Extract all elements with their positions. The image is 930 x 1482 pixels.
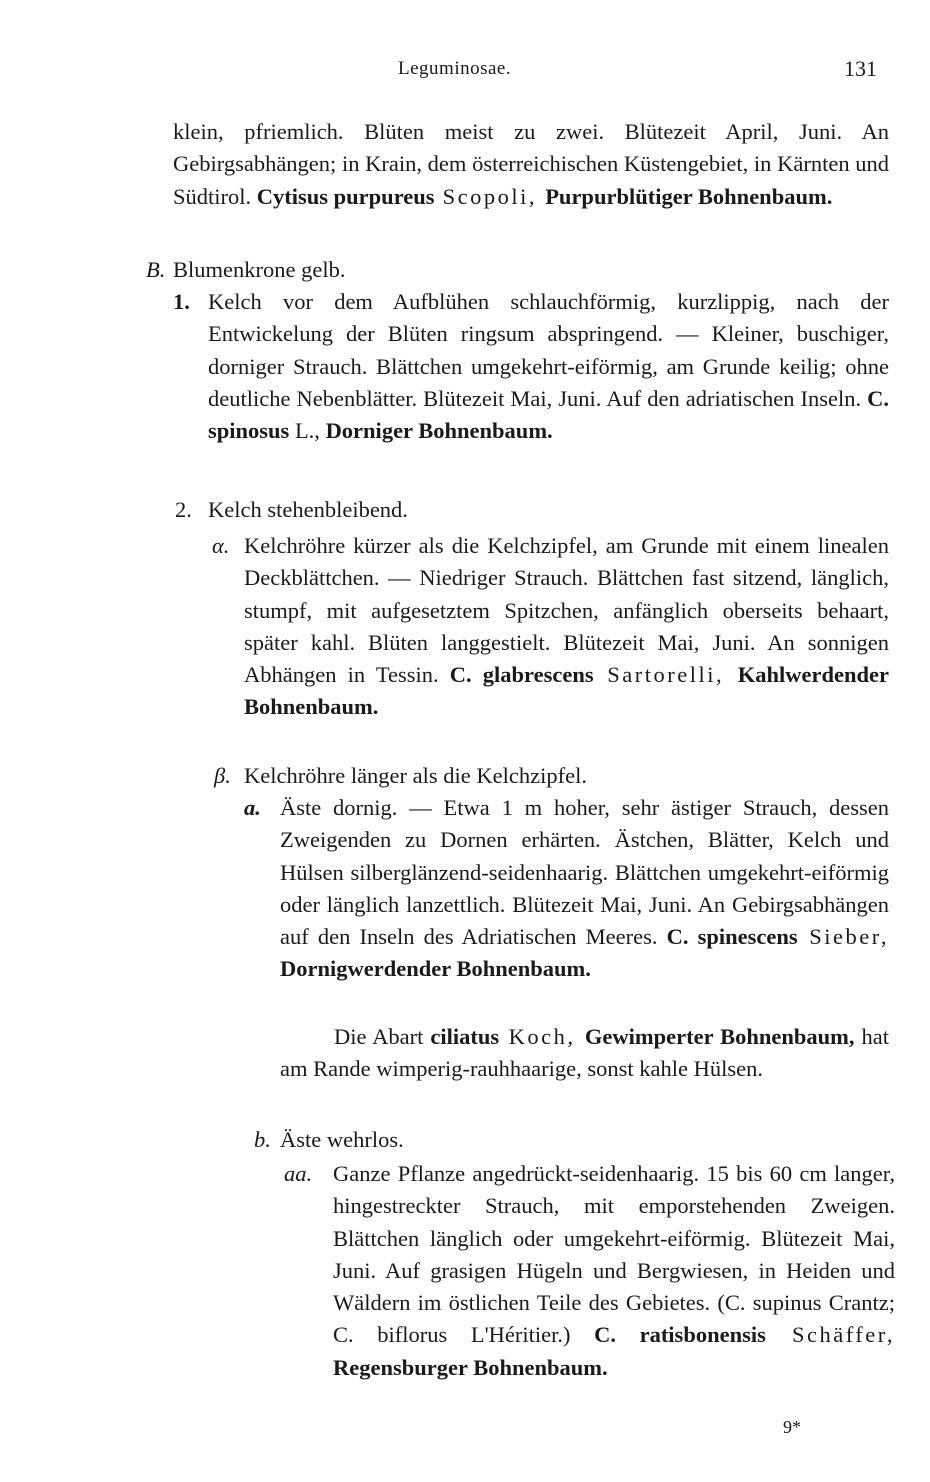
key-entry-b: Äste wehrlos. xyxy=(280,1127,404,1152)
key-marker: b. xyxy=(254,1127,271,1152)
key-entry-alpha: Kelchröhre kürzer als die Kelchzipfel, am Grunde mit einem linealen Deckblättchen. — Niedriger Strauch. Blättchen fast sitzend, länglich, stumpf, mit aufgesetztem Spitzchen, anfänglich oberseits behaart, später kahl. Blüten langgestielt. Blütezeit Mai, Juni. An sonnigen Abhängen in Tessin. C. glabrescens Sartorelli, Kahlwerdender Bohnenbaum. xyxy=(244,533,889,720)
key-marker: α. xyxy=(212,533,230,558)
key-marker: β. xyxy=(214,763,231,788)
signature-mark: 9* xyxy=(783,1417,801,1437)
common-name: Gewimperter Bohnenbaum, xyxy=(584,1024,855,1049)
species-name: C. spinosus xyxy=(208,385,889,444)
running-title: Leguminosae. xyxy=(398,58,512,79)
species-author: L., xyxy=(289,418,326,444)
variety-author: Koch, xyxy=(499,1024,585,1049)
common-name: Dorniger Bohnenbaum. xyxy=(325,418,553,444)
key-entry-B: Blumenkrone gelb. xyxy=(173,257,346,282)
species-author: Sieber, xyxy=(797,924,889,950)
common-name: Kahlwerdender Bohnenbaum. xyxy=(244,662,889,720)
variety-paragraph: Die Abart ciliatus Koch, Gewimperter Bohnenbaum, hat am Rande wimperig-rauhhaarige, sonst kahle Hülsen. xyxy=(280,1024,889,1082)
species-name: C. glabrescens xyxy=(449,662,594,688)
species-name: C. spinescens xyxy=(666,924,798,950)
key-marker: aa. xyxy=(284,1161,313,1186)
key-entry-1: Kelch vor dem Aufblühen schlauchförmig, kurzlippig, nach der Entwickelung der Blüten ringsum abspringend. — Kleiner, buschiger, dorniger Strauch. Blättchen umgekehrt-eiförmig, am Grunde keilig; ohne deutliche Nebenblätter. Blütezeit Mai, Juni. Auf den adriatischen Inseln. C. spinosus L., Dorniger Bohnenbaum. xyxy=(208,289,889,444)
key-entry-2: Kelch stehenbleibend. xyxy=(208,497,408,522)
species-author: Schäffer, xyxy=(765,1322,895,1348)
key-marker: a. xyxy=(244,795,261,820)
key-entry-beta: Kelchröhre länger als die Kelchzipfel. xyxy=(244,763,587,788)
common-name: Purpurblütiger Bohnenbaum. xyxy=(545,183,833,209)
key-entry-aa: Ganze Pflanze angedrückt-seidenhaarig. 15 bis 60 cm langer, hingestreckter Strauch, mit emporstehenden Zweigen. Blättchen länglich oder umgekehrt-eiförmig. Blütezeit Mai, Juni. Auf grasigen Hügeln und Bergwiesen, in Heiden und Wäldern im östlichen Teile des Gebietes. (C. supinus Crantz; C. biflorus L'Héritier.) C. ratisbonensis Schäffer, Regensburger Bohnenbaum. xyxy=(333,1161,895,1380)
key-marker: 2. xyxy=(175,497,192,522)
species-author: Sartorelli, xyxy=(593,662,738,688)
key-marker: B. xyxy=(146,257,166,282)
species-name: C. ratisbonensis xyxy=(594,1322,766,1348)
page-number: 131 xyxy=(844,56,877,81)
running-head xyxy=(0,58,930,88)
key-marker: 1. xyxy=(173,289,190,314)
intro-paragraph: klein, pfriemlich. Blüten meist zu zwei. Blütezeit April, Juni. An Gebirgsabhängen; in Krain, dem österreichischen Küstengebiet, in Kärnten und Südtirol. Cytisus purpureus Scopoli, Purpurblütiger Bohnenbaum. xyxy=(173,119,889,209)
species-author: Scopoli, xyxy=(434,183,546,209)
common-name: Regensburger Bohnenbaum. xyxy=(333,1354,608,1380)
key-entry-a: Äste dornig. — Etwa 1 m hoher, sehr ästiger Strauch, dessen Zweigenden zu Dornen erhärten. Ästchen, Blätter, Kelch und Hülsen silberglänzend-seidenhaarig. Blättchen umgekehrt-eiförmig oder länglich lanzettlich. Blütezeit Mai, Juni. An Gebirgsabhängen auf den Inseln des Adriatischen Meeres. C. spinescens Sieber, Dornigwerdender Bohnenbaum. xyxy=(280,795,889,982)
common-name: Dornigwerdender Bohnenbaum. xyxy=(280,956,591,982)
species-name: Cytisus purpureus xyxy=(256,183,435,209)
variety-name: ciliatus xyxy=(430,1024,500,1049)
